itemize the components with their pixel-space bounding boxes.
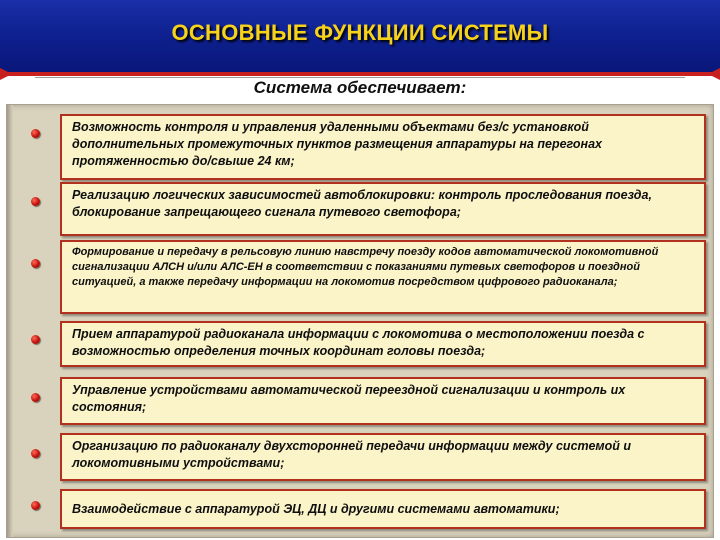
- red-bullet-icon: [31, 335, 40, 344]
- item-text: Управление устройствами автоматической переездной сигнализации и контроль их состояния;: [60, 377, 706, 425]
- item-text: Организацию по радиоканалу двухсторонней передачи информации между системой и локомотивными устройствами;: [60, 433, 706, 481]
- title-underline: [0, 72, 720, 76]
- item-text: Прием аппаратурой радиоканала информации с локомотива о местоположении поезда с возможностью определения точных координат головы поезда;: [60, 321, 706, 367]
- slide-subtitle: Система обеспечивает:: [35, 77, 685, 106]
- item-text: Реализацию логических зависимостей автоблокировки: контроль проследования поезда, блокирование запрещающего сигнала путевого светофора;: [60, 182, 706, 236]
- functions-panel: [6, 104, 714, 538]
- title-bar: [0, 0, 720, 72]
- red-bullet-icon: [31, 501, 40, 510]
- slide-title: ОСНОВНЫЕ ФУНКЦИИ СИСТЕМЫ: [171, 20, 549, 45]
- item-text: Возможность контроля и управления удаленными объектами без/с установкой дополнительных промежуточных пунктов размещения аппаратуры на перегонах протяженностью до/свыше 24 км;: [60, 114, 706, 180]
- red-bullet-icon: [31, 129, 40, 138]
- item-text: Формирование и передачу в рельсовую линию навстречу поезду кодов автоматической локомотивной сигнализации АЛСН и/или АЛС-ЕН в соответствии с показаниями путевых светофоров и поездной ситуацией, а также передачу информации на локомотив посредством цифрового радиоканала;: [60, 240, 706, 314]
- red-bullet-icon: [31, 393, 40, 402]
- red-bullet-icon: [31, 259, 40, 268]
- red-bullet-icon: [31, 449, 40, 458]
- item-text: Взаимодействие с аппаратурой ЭЦ, ДЦ и другими системами автоматики;: [60, 489, 706, 529]
- red-bullet-icon: [31, 197, 40, 206]
